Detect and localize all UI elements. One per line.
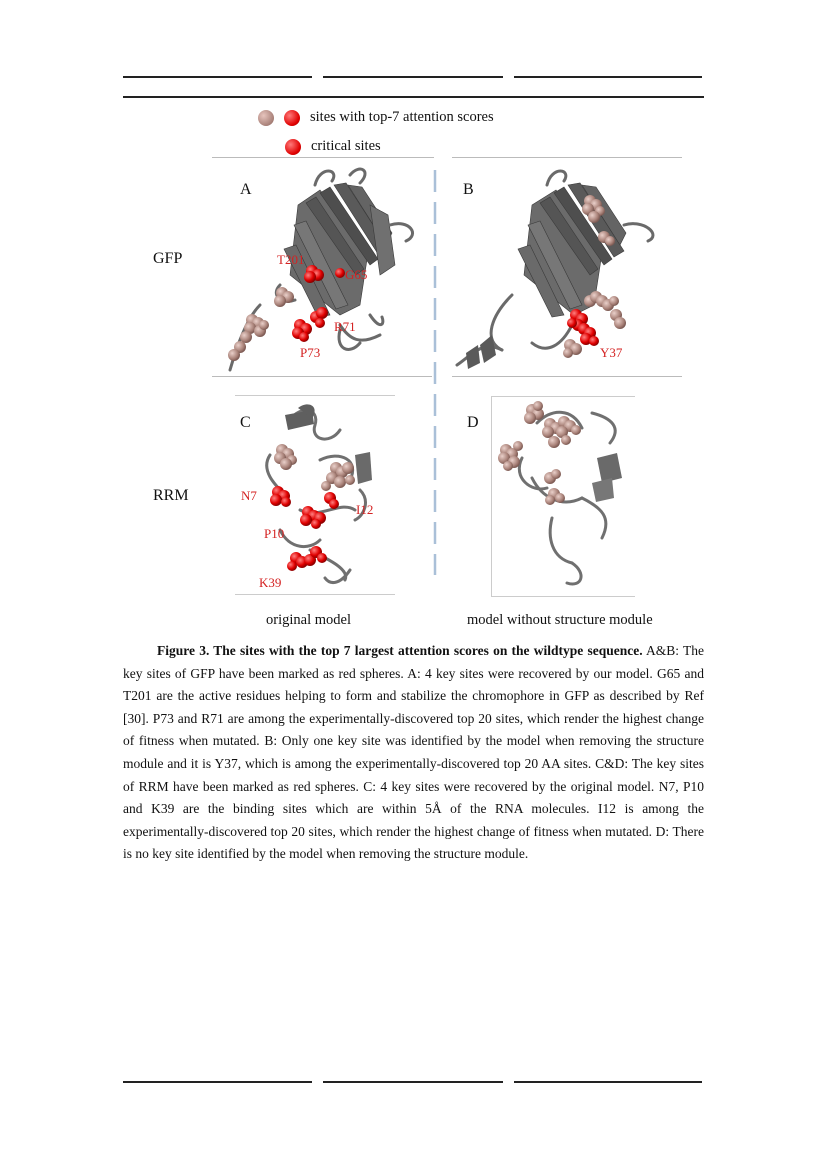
legend-top7: [258, 109, 494, 126]
site-label-t201: T201: [277, 252, 305, 267]
row-label-gfp: GFP: [153, 250, 183, 267]
site-label-n7: N7: [241, 488, 257, 503]
footer-rule-3: [514, 1081, 702, 1083]
site-label-g65: G65: [345, 267, 368, 282]
header-rule-3: [514, 76, 702, 78]
legend-top7-label: sites with top-7 attention scores: [310, 109, 494, 125]
pink-sphere-icon: [258, 110, 274, 126]
header-rule-2: [323, 76, 503, 78]
header-rule-full: [123, 96, 704, 98]
panel-c-top-rule: [235, 395, 395, 396]
panel-letter-c: C: [240, 414, 251, 431]
site-label-i12: I12: [356, 502, 374, 517]
panel-c-bottom-rule: [235, 594, 395, 595]
figure-caption-body: A&B: The key sites of GFP have been marked as red spheres. A: 4 key sites were recovered by our model. G65 and T201 are the active residues helping to form and stabilize the chromophore in GFP as described by Ref [30]. P73 and R71 are among the experimentally-discovered top 20 sites, which render the highest change of fitness when mutated. B: Only one key site was identified by the model when removing the structure module and it is Y37, which is among the experimentally-discovered top 20 AA sites. C&D: The key sites of RRM have been marked as red spheres. C: 4 key sites were recovered by the original model. N7, P10 and K39 are the binding sites which are within 5Å of the RNA molecules. I12 is among the experimentally-discovered top 20 sites, which render the highest change of fitness when mutated. D: There is no key site identified by the model when removing the structure module.: [123, 643, 704, 862]
footer-rule-2: [323, 1081, 503, 1083]
panel-letter-a: A: [240, 181, 252, 198]
panel-ab-bottom-rule-right: [452, 376, 682, 377]
gfp-nostructure-structure: [452, 165, 682, 375]
panel-ab-top-rule-right: [452, 157, 682, 158]
legend-critical-label: critical sites: [311, 138, 381, 154]
red-sphere-icon: [284, 110, 300, 126]
column-label-no-structure: model without structure module: [467, 612, 653, 628]
row-label-rrm: RRM: [153, 487, 189, 504]
panel-letter-b: B: [463, 181, 474, 198]
figure-caption: [123, 640, 704, 866]
footer-rule-1: [123, 1081, 312, 1083]
red-sphere-icon: [285, 139, 301, 155]
header-rule-1: [123, 76, 312, 78]
site-label-k39: K39: [259, 575, 282, 590]
panel-ab-top-rule-left: [212, 157, 434, 158]
rrm-original-structure: [240, 400, 395, 590]
site-label-p10: P10: [264, 526, 285, 541]
column-label-original: original model: [266, 612, 351, 628]
panel-letter-d: D: [467, 414, 479, 431]
figure-caption-title: Figure 3. The sites with the top 7 largest attention scores on the wildtype sequence.: [157, 643, 643, 658]
panel-ab-bottom-rule-left: [212, 376, 432, 377]
site-label-p73: P73: [300, 345, 321, 360]
gfp-original-structure: [220, 165, 435, 375]
rrm-nostructure-structure: [492, 398, 637, 593]
site-label-r71: R71: [334, 319, 356, 334]
site-label-y37: Y37: [600, 345, 623, 360]
legend-critical: [285, 138, 381, 155]
